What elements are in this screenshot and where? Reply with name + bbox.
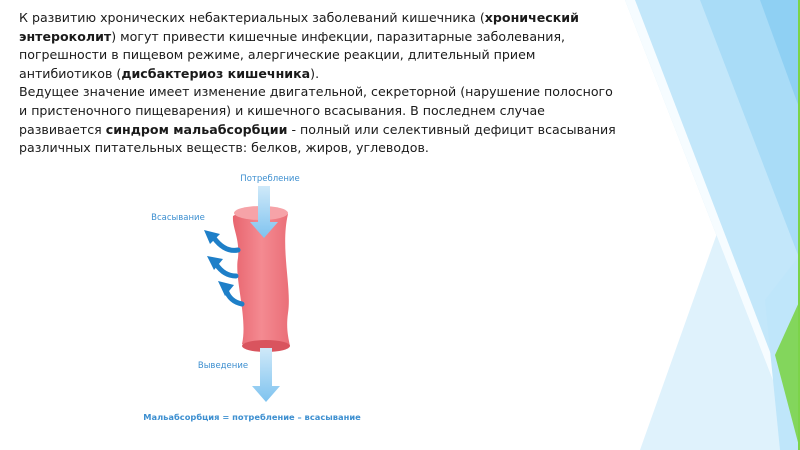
body-text — [19, 9, 619, 158]
p1-text-b: ) могут привести кишечные инфекции, паразитарные заболевания, погрешности в пищевом режиме, алергические реакции, длительный прием антибиотиков ( — [19, 28, 566, 81]
term-chronic-enterocolitis: хронический энтероколит — [19, 10, 579, 44]
absorption-arrow-2 — [216, 264, 236, 276]
p2-text-a: Ведущее значение имеет изменение двигательной, секреторной (нарушение полосного и пристеночного пищеварения) и кишечного всасывания. В последнем случае развивается — [19, 84, 613, 137]
p2-text-b: - полный или селективный дефицит всасывания различных питательных веществ: белков, жиров, углеводов. — [19, 121, 616, 156]
formula: Мальабсорбция = потребление – всасывание — [143, 412, 361, 422]
p1-text-c: ). — [310, 65, 320, 81]
absorption-arrow-3 — [226, 290, 242, 304]
paragraph-1 — [19, 9, 619, 83]
label-excretion: Выведение — [197, 361, 249, 371]
label-intake: Потребление — [240, 174, 300, 184]
absorption-arrow-1 — [214, 238, 238, 250]
p1-text-a: К развитию хронических небактериальных заболеваний кишечника ( — [19, 10, 485, 25]
term-dysbacteriosis: дисбактериоз кишечника — [121, 65, 311, 81]
absorption-arrows — [204, 230, 242, 304]
malabsorption-diagram — [130, 168, 390, 433]
excretion-arrow — [252, 348, 280, 402]
label-absorption: Всасывание — [151, 213, 205, 223]
absorption-arrowhead-3 — [218, 281, 234, 296]
term-malabsorption-syndrome: синдром мальабсорбции — [105, 121, 288, 137]
paragraph-2 — [19, 83, 619, 157]
